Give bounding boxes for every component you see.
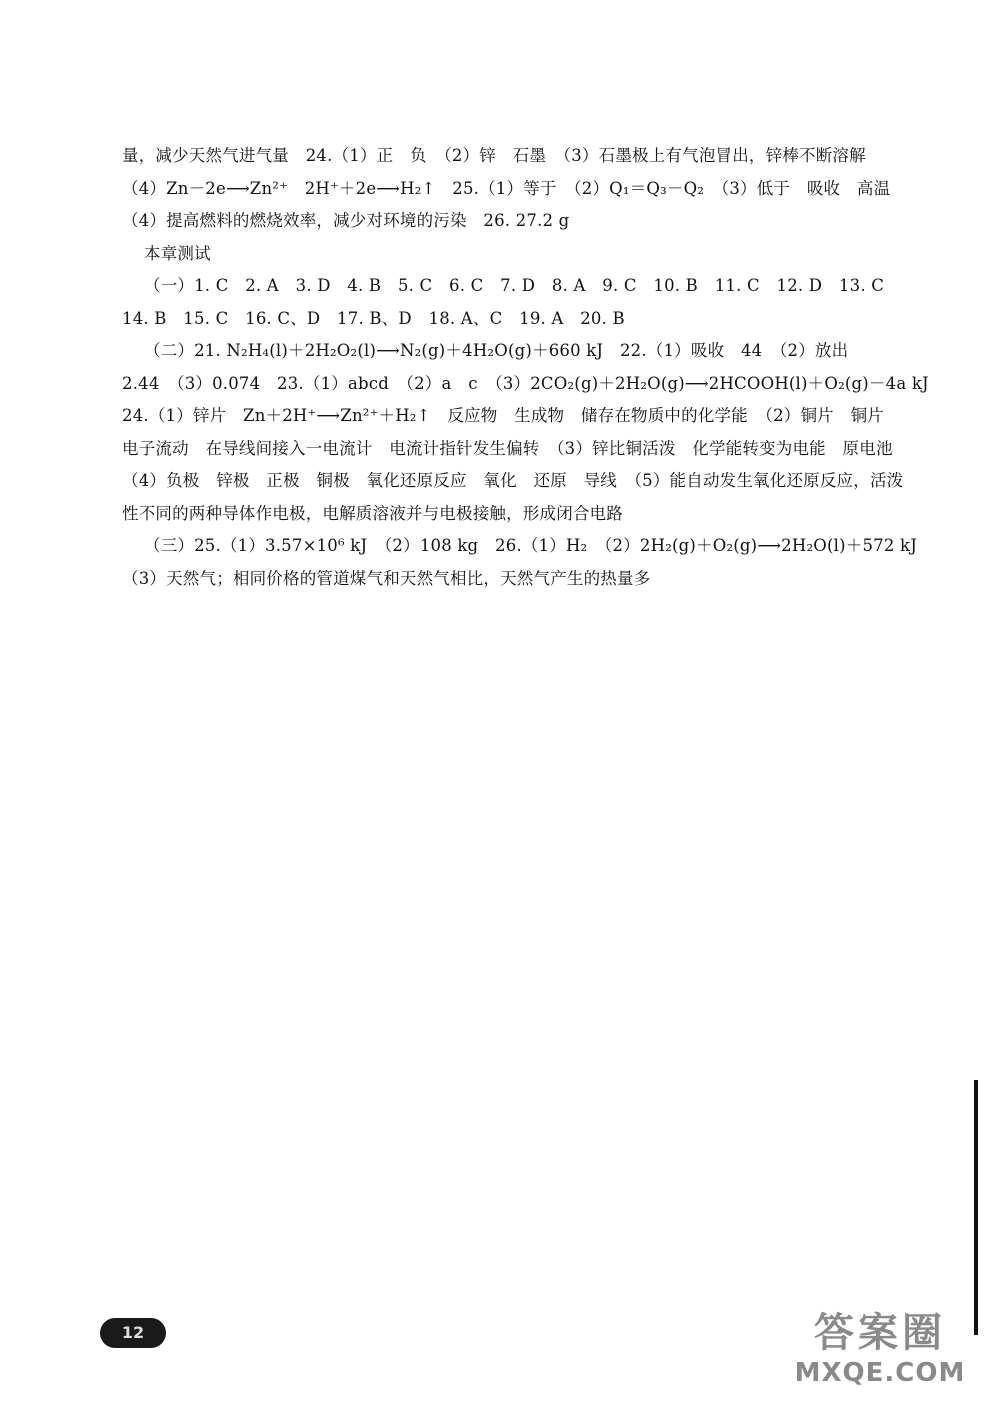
answer-line: （4）提高燃料的燃烧效率，减少对环境的污染 26. 27.2 g xyxy=(122,211,570,230)
answer-line: 24.（1）锌片 Zn＋2H⁺⟶Zn²⁺＋H₂↑ 反应物 生成物 储存在物质中的化学能 （2）铜片 铜片 xyxy=(122,406,884,425)
watermark-main-text: 答案圈 xyxy=(814,1310,946,1356)
answer-line: （4）Zn－2e⟶Zn²⁺ 2H⁺＋2e⟶H₂↑ 25.（1）等于 （2）Q₁＝Q₃－Q₂ （3）低于 吸收 高温 xyxy=(122,178,891,198)
answer-line: 量，减少天然气进气量 24.（1）正 负 （2）锌 石墨 （3）石墨极上有气泡冒出，锌棒不断溶解 xyxy=(122,146,866,165)
page-number-badge: 12 xyxy=(100,1318,166,1348)
answer-line: 性不同的两种导体作电极，电解质溶液并与电极接触，形成闭合电路 xyxy=(122,503,623,523)
answer-line: （一）1. C 2. A 3. D 4. B 5. C 6. C 7. D 8. A 9. C 10. B 11. C 12. D 13. C xyxy=(144,276,885,295)
answer-line: （三）25.（1）3.57×10⁶ kJ （2）108 kg 26.（1）H₂ （2）2H₂(g)＋O₂(g)⟶2H₂O(l)＋572 kJ xyxy=(144,536,918,555)
section-heading: 本章测试 xyxy=(144,243,211,263)
answer-line: 电子流动 在导线间接入一电流计 电流计指针发生偏转 （3）锌比铜活泼 化学能转变为电能 原电池 xyxy=(122,438,893,458)
watermark-url-text: MXQE.COM xyxy=(794,1358,966,1388)
answer-line: 2.44 （3）0.074 23.（1）abcd （2）a c （3）2CO₂(g)＋2H₂O(g)⟶2HCOOH(l)＋O₂(g)－4a kJ xyxy=(122,373,929,393)
watermark-logo xyxy=(780,1310,980,1400)
answer-line: （4）负极 锌极 正极 铜极 氧化还原反应 氧化 还原 导线 （5）能自动发生氧化还原反应，活泼 xyxy=(122,471,904,490)
answer-line: 14. B 15. C 16. C、D 17. B、D 18. A、C 19. A 20. B xyxy=(122,308,625,328)
answer-text-block xyxy=(122,140,929,595)
answer-line: （二）21. N₂H₄(l)＋2H₂O₂(l)⟶N₂(g)＋4H₂O(g)＋660 kJ 22.（1）吸收 44 （2）放出 xyxy=(144,341,849,360)
answer-line: （3）天然气；相同价格的管道煤气和天然气相比，天然气产生的热量多 xyxy=(122,568,651,588)
page-edge-mark xyxy=(974,1080,978,1335)
